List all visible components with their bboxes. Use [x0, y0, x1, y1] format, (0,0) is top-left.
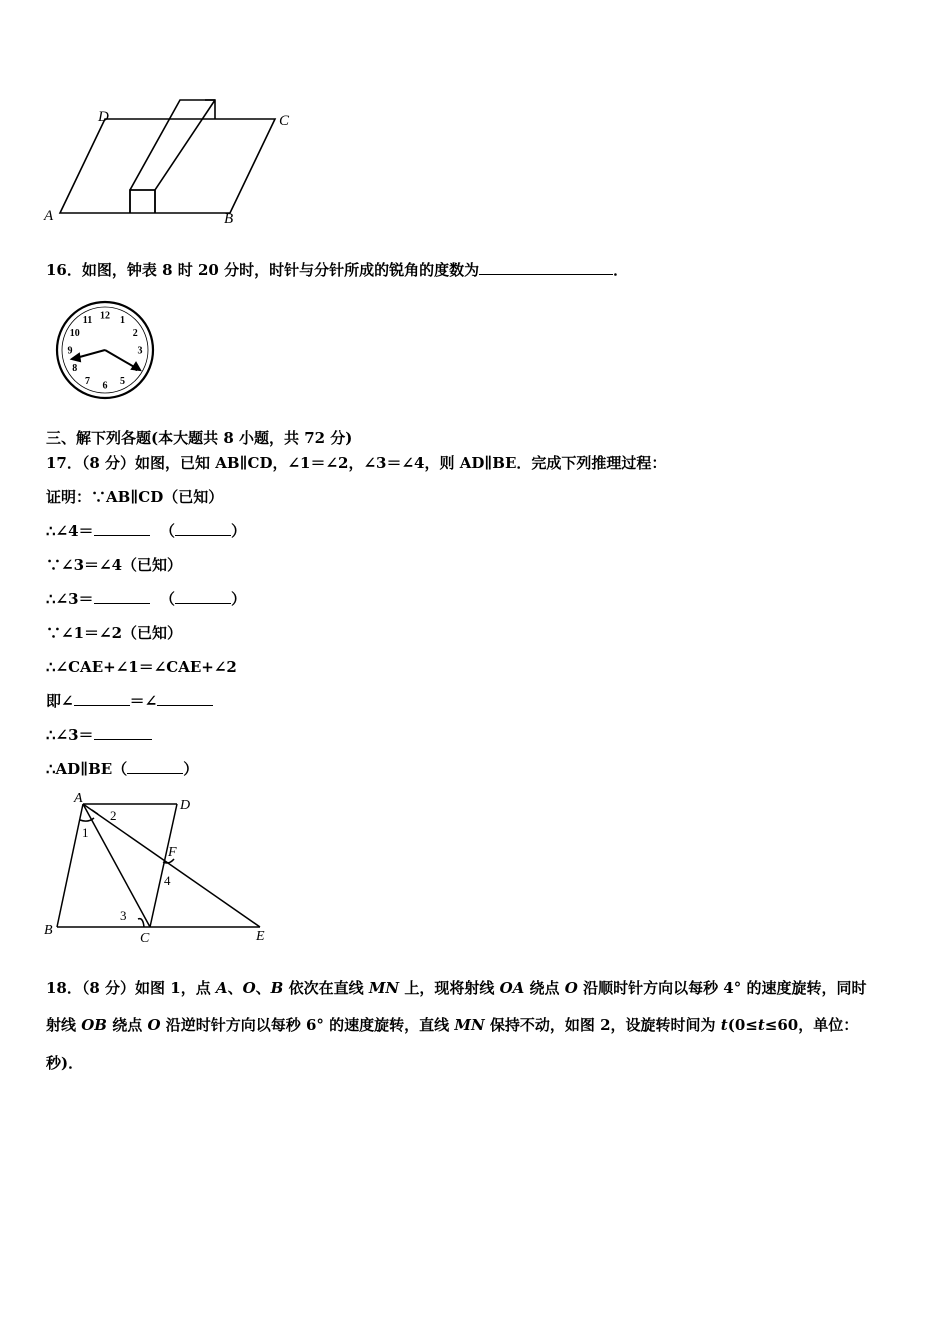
proof-reason-blank-1	[175, 521, 231, 536]
q16-end: ．	[613, 261, 629, 279]
clock-number-7: 7	[85, 375, 90, 387]
clock-number-10: 10	[69, 328, 80, 339]
clock-number-3: 3	[137, 345, 143, 357]
fig17-label-b: B	[44, 923, 53, 938]
question-18-line-3: 秒)．	[46, 1054, 84, 1072]
proof-blank-4	[157, 691, 213, 706]
clock-number-1: 1	[120, 315, 125, 327]
fig15-label-a: A	[44, 208, 54, 224]
q16-answer-blank	[479, 260, 613, 275]
clock-number-5: 5	[120, 375, 125, 387]
proof-line-6: ∴∠CAE+∠1＝∠CAE+∠2	[46, 658, 237, 676]
proof-blank-1	[94, 521, 150, 536]
fig17-label-f: F	[168, 845, 177, 860]
fig17-angle-4: 4	[164, 873, 171, 888]
fig17-angle-1: 1	[82, 825, 89, 840]
q17-geometry-figure	[40, 788, 280, 948]
clock-number-9: 9	[67, 345, 73, 357]
section-3-title: 三、解下列各题(本大题共 8 小题，共 72 分)	[46, 429, 353, 447]
proof-line-2: ∴∠4＝ （ ）	[46, 522, 247, 540]
fig17-angle-2: 2	[110, 808, 117, 823]
fig17-label-e: E	[256, 929, 265, 944]
clock-number-11: 11	[82, 315, 93, 327]
proof-line-1: 证明：∵AB∥CD（已知）	[46, 488, 224, 506]
proof-blank-5	[94, 725, 152, 740]
proof-blank-3	[74, 691, 130, 706]
proof-line-4: ∴∠3＝ （ ）	[46, 590, 247, 608]
clock-number-2: 2	[132, 328, 138, 339]
clock-number-6: 6	[102, 380, 108, 392]
proof-line-8: ∴∠3＝	[46, 725, 152, 745]
clock-number-12: 12	[100, 310, 110, 322]
proof-reason-blank-2	[175, 589, 231, 604]
question-17: 17．（8 分）如图，已知 AB∥CD，∠1＝∠2，∠3＝∠4，则 AD∥BE．完成下列推理过程：	[46, 454, 667, 472]
question-16	[46, 260, 628, 280]
proof-line-7: 即∠ ＝∠	[46, 691, 213, 711]
fig17-angle-3: 3	[120, 908, 127, 923]
fig15-label-d: D	[98, 109, 109, 125]
q16-text: 16．如图，钟表 8 时 20 分时，时针与分针所成的锐角的度数为	[46, 261, 480, 279]
proof-line-3: ∵∠3＝∠4（已知）	[46, 556, 183, 574]
clock-figure	[52, 298, 162, 403]
proof-reason-blank-3	[127, 759, 183, 774]
proof-line-9: ∴AD∥BE（ ）	[46, 760, 199, 778]
proof-blank-2	[94, 589, 150, 604]
fig15-label-b: B	[224, 211, 234, 227]
fig17-label-d: D	[180, 798, 191, 813]
question-18-line-1: 18．（8 分）如图 1，点 A、O、B 依次在直线 MN 上，现将射线 OA 绕点 O 沿顺时针方向以每秒 4° 的速度旋转，同时	[46, 979, 867, 997]
proof-line-5: ∵∠1＝∠2（已知）	[46, 624, 183, 642]
fig17-label-c: C	[140, 931, 150, 946]
question-18-line-2: 射线 OB 绕点 O 沿逆时针方向以每秒 6° 的速度旋转，直线 MN 保持不动，如图 2，设旋转时间为 t(0≤t≤60，单位：	[46, 1016, 859, 1034]
parallelogram-block-figure	[40, 95, 300, 230]
clock-number-8: 8	[72, 363, 78, 374]
fig17-label-a: A	[74, 791, 83, 806]
fig15-label-c: C	[279, 113, 290, 129]
